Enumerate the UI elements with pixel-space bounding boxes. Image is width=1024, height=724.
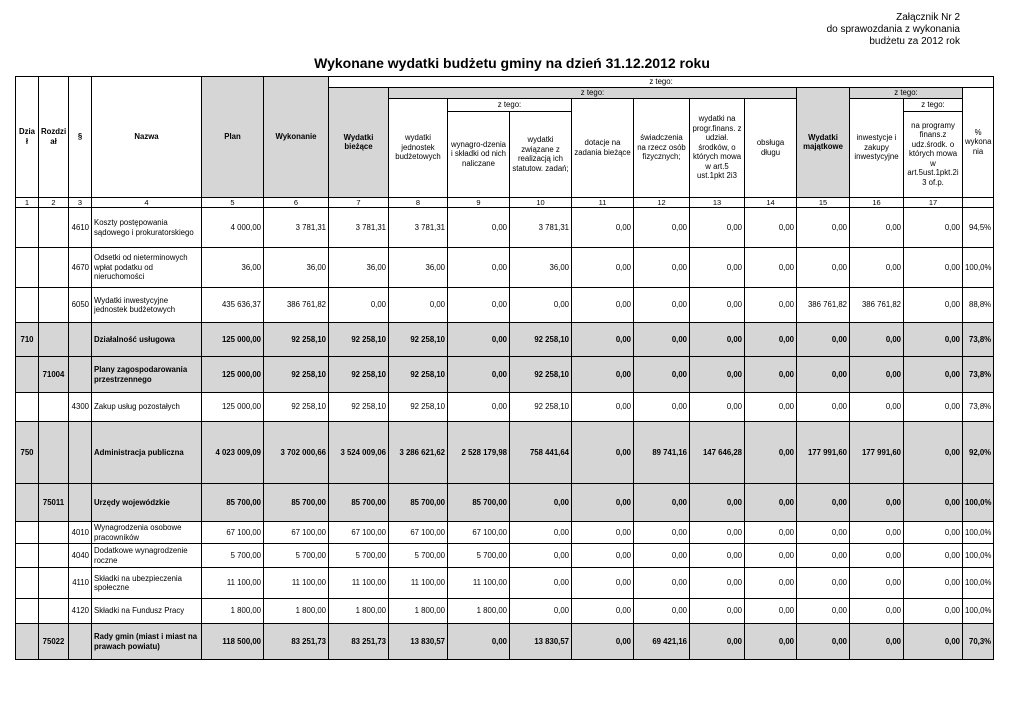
cell-jedn: 13 830,57 [389, 624, 448, 660]
cell-prog: 0,00 [690, 522, 745, 544]
cell-wyk: 3 702 000,66 [264, 422, 329, 484]
cell-wyk: 83 251,73 [264, 624, 329, 660]
col-wynagrodzenia: wynagro-dzenia i składki od nich naliczane [448, 111, 510, 197]
cell-stat: 36,00 [510, 248, 572, 288]
cell-obsl: 0,00 [745, 393, 797, 422]
cell-jedn: 0,00 [389, 288, 448, 323]
cell-wyn: 2 528 179,98 [448, 422, 510, 484]
cell-proginw: 0,00 [904, 208, 963, 248]
cell-maj: 0,00 [797, 544, 850, 568]
cell-dzial [16, 522, 39, 544]
cell-dot: 0,00 [572, 522, 634, 544]
cell-wyk: 67 100,00 [264, 522, 329, 544]
cell-wyn: 0,00 [448, 288, 510, 323]
cell-biez: 92 258,10 [329, 393, 389, 422]
cell-inw: 0,00 [850, 323, 904, 357]
table-row [16, 208, 994, 248]
cell-prog: 0,00 [690, 568, 745, 599]
cell-stat: 0,00 [510, 568, 572, 599]
cell-proc: 100,0% [963, 599, 994, 624]
cell-obsl: 0,00 [745, 599, 797, 624]
cell-wyn: 5 700,00 [448, 544, 510, 568]
cell-nazwa: Działalność usługowa [92, 323, 202, 357]
col-programy-inw: na programy finans.z udz.środk. o których mowa w art.5ust.1pkt.2i 3 of.p. [904, 111, 963, 197]
cell-swiad: 0,00 [634, 357, 690, 393]
cell-inw: 0,00 [850, 544, 904, 568]
cell-wyn: 0,00 [448, 624, 510, 660]
cell-wyn: 1 800,00 [448, 599, 510, 624]
col-paragraph: § [69, 77, 92, 198]
cell-proginw: 0,00 [904, 357, 963, 393]
cell-par [69, 323, 92, 357]
cell-stat: 92 258,10 [510, 323, 572, 357]
cell-dot: 0,00 [572, 624, 634, 660]
cell-wyn: 85 700,00 [448, 484, 510, 522]
cell-par [69, 422, 92, 484]
col-dzial: Dzia ł [16, 77, 39, 198]
cell-rozdzial [39, 422, 69, 484]
cell-inw: 0,00 [850, 568, 904, 599]
cell-maj: 0,00 [797, 568, 850, 599]
cell-obsl: 0,00 [745, 288, 797, 323]
column-number: 1 [16, 197, 39, 208]
cell-plan: 36,00 [202, 248, 264, 288]
cell-nazwa: Urzędy wojewódzkie [92, 484, 202, 522]
cell-swiad: 89 741,16 [634, 422, 690, 484]
cell-proginw: 0,00 [904, 248, 963, 288]
cell-inw: 0,00 [850, 522, 904, 544]
cell-obsl: 0,00 [745, 544, 797, 568]
document-title: Wykonane wydatki budżetu gminy na dzień 31.12.2012 roku [314, 55, 710, 71]
cell-plan: 4 000,00 [202, 208, 264, 248]
cell-stat: 0,00 [510, 288, 572, 323]
cell-rozdzial: 75022 [39, 624, 69, 660]
cell-prog: 0,00 [690, 248, 745, 288]
table-row [16, 323, 994, 357]
cell-jedn: 92 258,10 [389, 357, 448, 393]
cell-obsl: 0,00 [745, 323, 797, 357]
table-row [16, 544, 994, 568]
cell-maj: 386 761,82 [797, 288, 850, 323]
column-number: 5 [202, 197, 264, 208]
col-plan: Plan [202, 77, 264, 198]
cell-rozdzial [39, 599, 69, 624]
cell-biez: 92 258,10 [329, 323, 389, 357]
cell-maj: 0,00 [797, 208, 850, 248]
cell-plan: 435 636,37 [202, 288, 264, 323]
cell-obsl: 0,00 [745, 624, 797, 660]
cell-proc: 100,0% [963, 522, 994, 544]
cell-maj: 0,00 [797, 248, 850, 288]
cell-proc: 73,8% [963, 357, 994, 393]
cell-prog: 0,00 [690, 208, 745, 248]
cell-nazwa: Administracja publiczna [92, 422, 202, 484]
cell-par: 4040 [69, 544, 92, 568]
cell-jedn: 3 286 621,62 [389, 422, 448, 484]
cell-prog: 0,00 [690, 544, 745, 568]
cell-stat: 0,00 [510, 599, 572, 624]
cell-proginw: 0,00 [904, 544, 963, 568]
z-tego-majatkowe: z tego: [850, 87, 963, 98]
cell-swiad: 0,00 [634, 248, 690, 288]
column-number: 7 [329, 197, 389, 208]
cell-dot: 0,00 [572, 422, 634, 484]
cell-obsl: 0,00 [745, 208, 797, 248]
cell-inw: 0,00 [850, 624, 904, 660]
annex-line-1: Załącznik Nr 2 [896, 12, 960, 23]
cell-proc: 88,8% [963, 288, 994, 323]
col-swiadczenia: świadczenia na rzecz osób fizycznych; [634, 98, 690, 197]
table-row [16, 248, 994, 288]
col-wykonanie: Wykonanie [264, 77, 329, 198]
cell-inw: 0,00 [850, 208, 904, 248]
cell-jedn: 67 100,00 [389, 522, 448, 544]
column-number: 9 [448, 197, 510, 208]
cell-proginw: 0,00 [904, 522, 963, 544]
cell-inw: 0,00 [850, 393, 904, 422]
col-nazwa: Nazwa [92, 77, 202, 198]
cell-swiad: 0,00 [634, 393, 690, 422]
col-dotacje: dotacje na zadania bieżące [572, 98, 634, 197]
cell-par: 4300 [69, 393, 92, 422]
cell-dot: 0,00 [572, 357, 634, 393]
cell-maj: 177 991,60 [797, 422, 850, 484]
cell-swiad: 0,00 [634, 323, 690, 357]
cell-wyn: 0,00 [448, 248, 510, 288]
cell-par [69, 357, 92, 393]
cell-rozdzial [39, 393, 69, 422]
cell-inw: 0,00 [850, 357, 904, 393]
cell-proc: 100,0% [963, 568, 994, 599]
cell-dzial [16, 357, 39, 393]
table-row [16, 484, 994, 522]
cell-rozdzial [39, 323, 69, 357]
cell-dzial [16, 484, 39, 522]
cell-wyk: 92 258,10 [264, 323, 329, 357]
cell-dzial [16, 599, 39, 624]
annex-line-2: do sprawozdania z wykonania [826, 24, 960, 35]
cell-par: 4670 [69, 248, 92, 288]
cell-plan: 11 100,00 [202, 568, 264, 599]
cell-proc: 73,8% [963, 393, 994, 422]
z-tego-biezace: z tego: [389, 87, 797, 98]
cell-prog: 0,00 [690, 357, 745, 393]
column-number: 17 [904, 197, 963, 208]
cell-jedn: 92 258,10 [389, 323, 448, 357]
cell-dzial: 710 [16, 323, 39, 357]
cell-swiad: 0,00 [634, 544, 690, 568]
column-number: 12 [634, 197, 690, 208]
column-number: 10 [510, 197, 572, 208]
column-number: 15 [797, 197, 850, 208]
cell-plan: 85 700,00 [202, 484, 264, 522]
column-number: 14 [745, 197, 797, 208]
cell-rozdzial [39, 288, 69, 323]
column-number: 3 [69, 197, 92, 208]
cell-jedn: 85 700,00 [389, 484, 448, 522]
cell-dot: 0,00 [572, 248, 634, 288]
cell-dot: 0,00 [572, 208, 634, 248]
cell-wyk: 92 258,10 [264, 357, 329, 393]
cell-prog: 0,00 [690, 624, 745, 660]
cell-plan: 67 100,00 [202, 522, 264, 544]
z-tego-inwestycje: z tego: [904, 98, 963, 111]
col-biezace: Wydatki bieżące [329, 87, 389, 197]
cell-proc: 73,8% [963, 323, 994, 357]
cell-proc: 92,0% [963, 422, 994, 484]
cell-obsl: 0,00 [745, 484, 797, 522]
cell-dot: 0,00 [572, 568, 634, 599]
cell-nazwa: Składki na ubezpieczenia społeczne [92, 568, 202, 599]
col-programy: wydatki na progr.finans. z udział. środków, o których mowa w art.5 ust.1pkt 2i3 [690, 98, 745, 197]
cell-par: 4120 [69, 599, 92, 624]
cell-dot: 0,00 [572, 393, 634, 422]
cell-proginw: 0,00 [904, 484, 963, 522]
cell-stat: 0,00 [510, 484, 572, 522]
cell-rozdzial [39, 568, 69, 599]
cell-maj: 0,00 [797, 323, 850, 357]
cell-prog: 0,00 [690, 484, 745, 522]
cell-dzial [16, 624, 39, 660]
cell-prog: 147 646,28 [690, 422, 745, 484]
cell-proginw: 0,00 [904, 422, 963, 484]
cell-nazwa: Dodatkowe wynagrodzenie roczne [92, 544, 202, 568]
cell-biez: 3 781,31 [329, 208, 389, 248]
cell-stat: 92 258,10 [510, 357, 572, 393]
cell-proc: 70,3% [963, 624, 994, 660]
col-procent: % wykona nia [963, 87, 994, 197]
cell-dzial [16, 544, 39, 568]
cell-swiad: 0,00 [634, 484, 690, 522]
cell-stat: 0,00 [510, 522, 572, 544]
z-tego-top: z tego: [329, 77, 994, 88]
cell-proginw: 0,00 [904, 599, 963, 624]
col-jednostek: wydatki jednostek budżetowych [389, 98, 448, 197]
cell-nazwa: Rady gmin (miast i miast na prawach powiatu) [92, 624, 202, 660]
cell-dot: 0,00 [572, 599, 634, 624]
cell-rozdzial [39, 208, 69, 248]
cell-wyn: 0,00 [448, 393, 510, 422]
cell-wyk: 11 100,00 [264, 568, 329, 599]
cell-swiad: 0,00 [634, 568, 690, 599]
cell-par: 4010 [69, 522, 92, 544]
cell-par [69, 624, 92, 660]
cell-proginw: 0,00 [904, 323, 963, 357]
cell-proginw: 0,00 [904, 393, 963, 422]
column-number: 4 [92, 197, 202, 208]
cell-wyk: 386 761,82 [264, 288, 329, 323]
cell-wyk: 3 781,31 [264, 208, 329, 248]
cell-wyn: 0,00 [448, 357, 510, 393]
cell-maj: 0,00 [797, 393, 850, 422]
cell-plan: 5 700,00 [202, 544, 264, 568]
cell-wyn: 67 100,00 [448, 522, 510, 544]
cell-prog: 0,00 [690, 288, 745, 323]
cell-wyk: 5 700,00 [264, 544, 329, 568]
column-number [963, 197, 994, 208]
cell-plan: 1 800,00 [202, 599, 264, 624]
cell-swiad: 0,00 [634, 288, 690, 323]
cell-jedn: 92 258,10 [389, 393, 448, 422]
cell-biez: 3 524 009,06 [329, 422, 389, 484]
cell-nazwa: Składki na Fundusz Pracy [92, 599, 202, 624]
cell-dzial [16, 568, 39, 599]
cell-stat: 3 781,31 [510, 208, 572, 248]
cell-jedn: 5 700,00 [389, 544, 448, 568]
cell-swiad: 0,00 [634, 522, 690, 544]
cell-dot: 0,00 [572, 484, 634, 522]
column-number: 11 [572, 197, 634, 208]
cell-dzial [16, 248, 39, 288]
cell-prog: 0,00 [690, 393, 745, 422]
cell-swiad: 69 421,16 [634, 624, 690, 660]
cell-plan: 4 023 009,09 [202, 422, 264, 484]
cell-jedn: 3 781,31 [389, 208, 448, 248]
table-row [16, 288, 994, 323]
cell-par: 6050 [69, 288, 92, 323]
cell-plan: 125 000,00 [202, 357, 264, 393]
cell-stat: 758 441,64 [510, 422, 572, 484]
cell-biez: 92 258,10 [329, 357, 389, 393]
cell-maj: 0,00 [797, 484, 850, 522]
cell-nazwa: Wynagrodzenia osobowe pracowników [92, 522, 202, 544]
cell-inw: 0,00 [850, 248, 904, 288]
column-number-row [16, 197, 994, 208]
cell-par: 4610 [69, 208, 92, 248]
cell-biez: 85 700,00 [329, 484, 389, 522]
cell-proc: 94,5% [963, 208, 994, 248]
cell-stat: 13 830,57 [510, 624, 572, 660]
cell-obsl: 0,00 [745, 357, 797, 393]
column-number: 13 [690, 197, 745, 208]
cell-proginw: 0,00 [904, 624, 963, 660]
cell-maj: 0,00 [797, 599, 850, 624]
cell-proginw: 0,00 [904, 288, 963, 323]
cell-rozdzial [39, 522, 69, 544]
cell-wyk: 1 800,00 [264, 599, 329, 624]
cell-biez: 67 100,00 [329, 522, 389, 544]
cell-jedn: 11 100,00 [389, 568, 448, 599]
cell-dzial: 750 [16, 422, 39, 484]
cell-proginw: 0,00 [904, 568, 963, 599]
cell-dot: 0,00 [572, 544, 634, 568]
cell-dzial [16, 393, 39, 422]
cell-obsl: 0,00 [745, 248, 797, 288]
annex-note [827, 12, 960, 48]
column-number: 8 [389, 197, 448, 208]
cell-nazwa: Koszty postępowania sądowego i prokuratorskiego [92, 208, 202, 248]
cell-proc: 100,0% [963, 484, 994, 522]
cell-nazwa: Odsetki od nieterminowych wpłat podatku od nieruchomości [92, 248, 202, 288]
cell-wyn: 11 100,00 [448, 568, 510, 599]
table-row [16, 522, 994, 544]
cell-jedn: 1 800,00 [389, 599, 448, 624]
cell-biez: 5 700,00 [329, 544, 389, 568]
column-number: 2 [39, 197, 69, 208]
col-obsluga: obsługa długu [745, 98, 797, 197]
cell-wyk: 85 700,00 [264, 484, 329, 522]
cell-maj: 0,00 [797, 522, 850, 544]
cell-rozdzial [39, 248, 69, 288]
cell-proc: 100,0% [963, 248, 994, 288]
cell-rozdzial [39, 544, 69, 568]
cell-inw: 386 761,82 [850, 288, 904, 323]
col-statutowe: wydatki związane z realizacją ich statutow. zadań; [510, 111, 572, 197]
cell-nazwa: Wydatki inwestycyjne jednostek budżetowych [92, 288, 202, 323]
annex-line-3: budżetu za 2012 rok [869, 36, 960, 47]
cell-plan: 125 000,00 [202, 323, 264, 357]
table-row [16, 624, 994, 660]
cell-biez: 36,00 [329, 248, 389, 288]
cell-proc: 100,0% [963, 544, 994, 568]
table-row [16, 599, 994, 624]
cell-inw: 0,00 [850, 484, 904, 522]
z-tego-jednostek: z tego: [448, 98, 572, 111]
cell-rozdzial: 75011 [39, 484, 69, 522]
cell-dzial [16, 288, 39, 323]
cell-plan: 125 000,00 [202, 393, 264, 422]
cell-wyk: 92 258,10 [264, 393, 329, 422]
cell-inw: 177 991,60 [850, 422, 904, 484]
cell-plan: 118 500,00 [202, 624, 264, 660]
cell-dot: 0,00 [572, 288, 634, 323]
cell-swiad: 0,00 [634, 599, 690, 624]
cell-maj: 0,00 [797, 624, 850, 660]
cell-obsl: 0,00 [745, 522, 797, 544]
cell-jedn: 36,00 [389, 248, 448, 288]
cell-nazwa: Plany zagospodarowania przestrzennego [92, 357, 202, 393]
cell-stat: 0,00 [510, 544, 572, 568]
cell-prog: 0,00 [690, 599, 745, 624]
cell-wyk: 36,00 [264, 248, 329, 288]
cell-obsl: 0,00 [745, 422, 797, 484]
cell-stat: 92 258,10 [510, 393, 572, 422]
cell-swiad: 0,00 [634, 208, 690, 248]
cell-inw: 0,00 [850, 599, 904, 624]
table-row [16, 393, 994, 422]
cell-dzial [16, 208, 39, 248]
budget-table [15, 76, 994, 660]
cell-dot: 0,00 [572, 323, 634, 357]
cell-biez: 0,00 [329, 288, 389, 323]
cell-obsl: 0,00 [745, 568, 797, 599]
table-header [16, 77, 994, 208]
table-row [16, 568, 994, 599]
col-majatkowe: Wydatki majątkowe [797, 87, 850, 197]
table-row [16, 357, 994, 393]
table-body [16, 208, 994, 660]
column-number: 6 [264, 197, 329, 208]
cell-maj: 0,00 [797, 357, 850, 393]
cell-nazwa: Zakup usług pozostałych [92, 393, 202, 422]
cell-wyn: 0,00 [448, 208, 510, 248]
column-number: 16 [850, 197, 904, 208]
cell-biez: 11 100,00 [329, 568, 389, 599]
col-rozdzial: Rozdzi ał [39, 77, 69, 198]
cell-par [69, 484, 92, 522]
cell-wyn: 0,00 [448, 323, 510, 357]
table-row [16, 422, 994, 484]
cell-prog: 0,00 [690, 323, 745, 357]
cell-biez: 83 251,73 [329, 624, 389, 660]
cell-par: 4110 [69, 568, 92, 599]
cell-biez: 1 800,00 [329, 599, 389, 624]
cell-rozdzial: 71004 [39, 357, 69, 393]
col-inwestycje: inwestycje i zakupy inwestycyjne [850, 98, 904, 197]
